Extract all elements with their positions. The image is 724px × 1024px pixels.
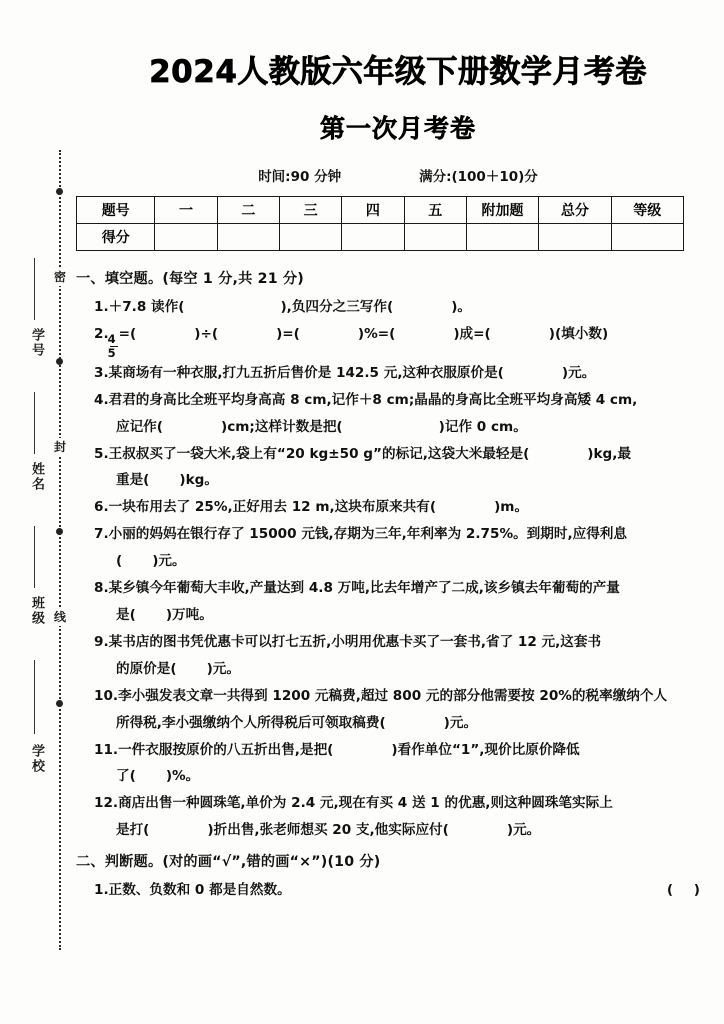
q-number: 1. [94,882,109,899]
question-1-1 [76,294,708,321]
question-1-3 [76,360,708,387]
q-text: 某书店的图书凭优惠卡可以打七五折,小明用优惠卡买了一套书,省了 12 元,这套书 [108,633,602,650]
exam-info [72,165,724,185]
q-number: 5. [94,445,109,462]
seal-char-xian: 线 [53,610,66,624]
q-number: 1. [94,299,109,316]
q-number: 6. [94,499,109,516]
q-number: 3. [94,364,109,381]
q-text: )(填小数) [548,326,609,343]
q-text: 正数、负数和 0 都是自然数。 [108,882,291,899]
q-text: )折出售,张老师想买 20 支,他实际应付( [207,822,449,839]
score-cell-2[interactable] [217,224,279,251]
score-cell-total[interactable] [539,224,611,251]
score-col-1: 一 [155,197,217,224]
section-heading-fill-blank: 一、填空题。(每空 1 分,共 21 分) [76,271,304,287]
question-1-7 [76,521,708,548]
q-text: 一件衣服按原价的八五折出售,是把( [118,741,334,758]
q-number: 4. [94,391,109,408]
field-rule-xuehao [34,258,35,320]
question-1-10 [76,683,708,710]
question-1-4-line2 [76,414,708,441]
page-subtitle: 第一次月考卷 [319,114,476,143]
q-text: )元。 [561,364,596,381]
score-col-total: 总分 [539,197,611,224]
q-text: 的原价是( [116,660,177,677]
q-text: )万吨。 [165,607,213,623]
q-number: 2. [94,326,109,343]
score-cell-3[interactable] [279,224,341,251]
q-text: ＋7.8 读作( [108,299,185,316]
question-1-11-line2 [76,763,708,790]
score-col-5: 五 [404,197,466,224]
q-text: )元。 [152,553,186,570]
score-cell-5[interactable] [404,224,466,251]
score-cell-bonus[interactable] [466,224,538,251]
field-label-xuehao: 学号 [29,328,44,358]
q-text: 所得税,李小强缴纳个人所得税后可领取稿费( [116,714,386,731]
score-col-bonus: 附加题 [466,197,538,224]
score-col-4: 四 [342,197,404,224]
fraction-four-fifths [107,331,118,361]
question-1-7-line2 [76,548,708,575]
question-body [72,265,724,904]
q-text: 是( [116,607,136,623]
q-text: )元。 [506,822,541,839]
score-cell-4[interactable] [342,224,404,251]
q-text: =( [118,326,137,343]
exam-full-score: 满分:(100＋10)分 [419,169,538,185]
q-text: 一块布用去了 25%,正好用去 12 m,这块布原来共有( [108,499,437,516]
q-text: )=( [276,326,300,343]
q-text: )÷( [194,326,219,343]
q-text: )成=( [453,326,491,343]
q-text: 某乡镇今年葡萄大丰收,产量达到 4.8 万吨,比去年增产了二成,该乡镇去年葡萄的产量 [108,580,620,597]
fraction-numerator: 4 [107,331,116,346]
q-text: )记作 0 cm。 [438,418,527,435]
field-label-banji: 班级 [29,596,44,626]
page-title: 2024人教版六年级下册数学月考卷 [149,54,647,90]
q-text: )元。 [206,660,240,677]
question-1-10-line2 [76,710,708,737]
question-1-2 [76,321,708,360]
field-label-xingming: 姓名 [29,462,44,492]
score-table-row-label-1: 题号 [77,197,155,224]
question-1-9-line2 [76,656,708,683]
question-2-1 [76,877,708,904]
score-table-header-row [77,197,684,224]
q-number: 7. [94,526,109,543]
q-number: 8. [94,580,109,597]
seal-margin [0,0,72,1024]
question-1-8-line2 [76,602,708,629]
q-text: )看作单位“1”,现价比原价降低 [391,741,580,758]
seal-dot [56,188,63,195]
question-1-11 [76,737,708,764]
q-text: 王叔叔买了一袋大米,袋上有“20 kg±50 g”的标记,这袋大米最轻是( [108,445,530,462]
section-heading-true-false: 二、判断题。(对的画“√”,错的画“×”)(10 分) [76,854,381,871]
q-text: )kg。 [179,472,218,489]
q-text: 是打( [116,822,150,839]
field-label-xuexiao: 学校 [29,744,44,774]
question-1-12-line2 [76,817,708,844]
q-text: 重是( [116,472,150,489]
q-number: 9. [94,633,109,650]
score-table [76,196,684,251]
q-text: 某商场有一种衣服,打九五折后售价是 142.5 元,这种衣服原价是( [108,364,504,381]
score-cell-grade[interactable] [611,224,683,251]
seal-dot [56,358,63,365]
field-rule-xingming [34,392,35,454]
q-text: 君君的身高比全班平均身高高 8 cm,记作＋8 cm;晶晶的身高比全班平均身高矮 4 cm, [108,391,638,408]
score-col-3: 三 [279,197,341,224]
seal-char-feng: 封 [53,440,66,454]
question-1-5-line2 [76,467,708,494]
q-text: )%=( [357,326,396,343]
score-cell-1[interactable] [155,224,217,251]
q-text: 小丽的妈妈在银行存了 15000 元钱,存期为三年,年利率为 2.75%。到期时,应得利息 [108,526,627,543]
score-table-row-label-2: 得分 [77,224,155,251]
q-text: 应记作( [116,418,163,435]
q-text: 商店出售一种圆珠笔,单价为 2.4 元,现在有买 4 送 1 的优惠,则这种圆珠笔实际上 [118,795,613,812]
q-number: 12. [94,795,119,812]
question-1-8 [76,575,708,602]
exam-time: 时间:90 分钟 [258,169,342,185]
q-text: )m。 [494,499,529,516]
q-text: )元。 [443,714,478,731]
q-text: )cm;这样计数是把( [221,418,343,435]
q-text: 李小强发表文章一共得到 1200 元稿费,超过 800 元的部分他需要按 20%的税率缴纳个人 [118,687,668,704]
question-1-9 [76,629,708,656]
question-1-12 [76,790,708,817]
exam-content [72,0,724,1024]
question-1-5 [76,441,708,468]
question-1-4 [76,387,708,414]
score-col-2: 二 [217,197,279,224]
seal-char-mi: 密 [53,270,66,284]
answer-paren[interactable]: ( ) [666,882,708,899]
fraction-denominator: 5 [107,346,116,361]
q-number: 11. [94,741,119,758]
question-1-6 [76,494,708,521]
q-text: 了( [116,768,136,785]
field-rule-xuexiao [34,660,35,734]
q-text: ),负四分之三写作( [280,299,394,316]
score-table-value-row [77,224,684,251]
q-text: )。 [451,299,471,316]
q-text: ( [116,553,123,570]
field-rule-banji [34,526,35,588]
seal-dot [56,528,63,535]
score-col-grade: 等级 [611,197,683,224]
q-number: 10. [94,687,119,704]
q-text: )kg,最 [587,445,632,462]
q-text: )%。 [165,768,200,785]
seal-dot [56,700,63,707]
